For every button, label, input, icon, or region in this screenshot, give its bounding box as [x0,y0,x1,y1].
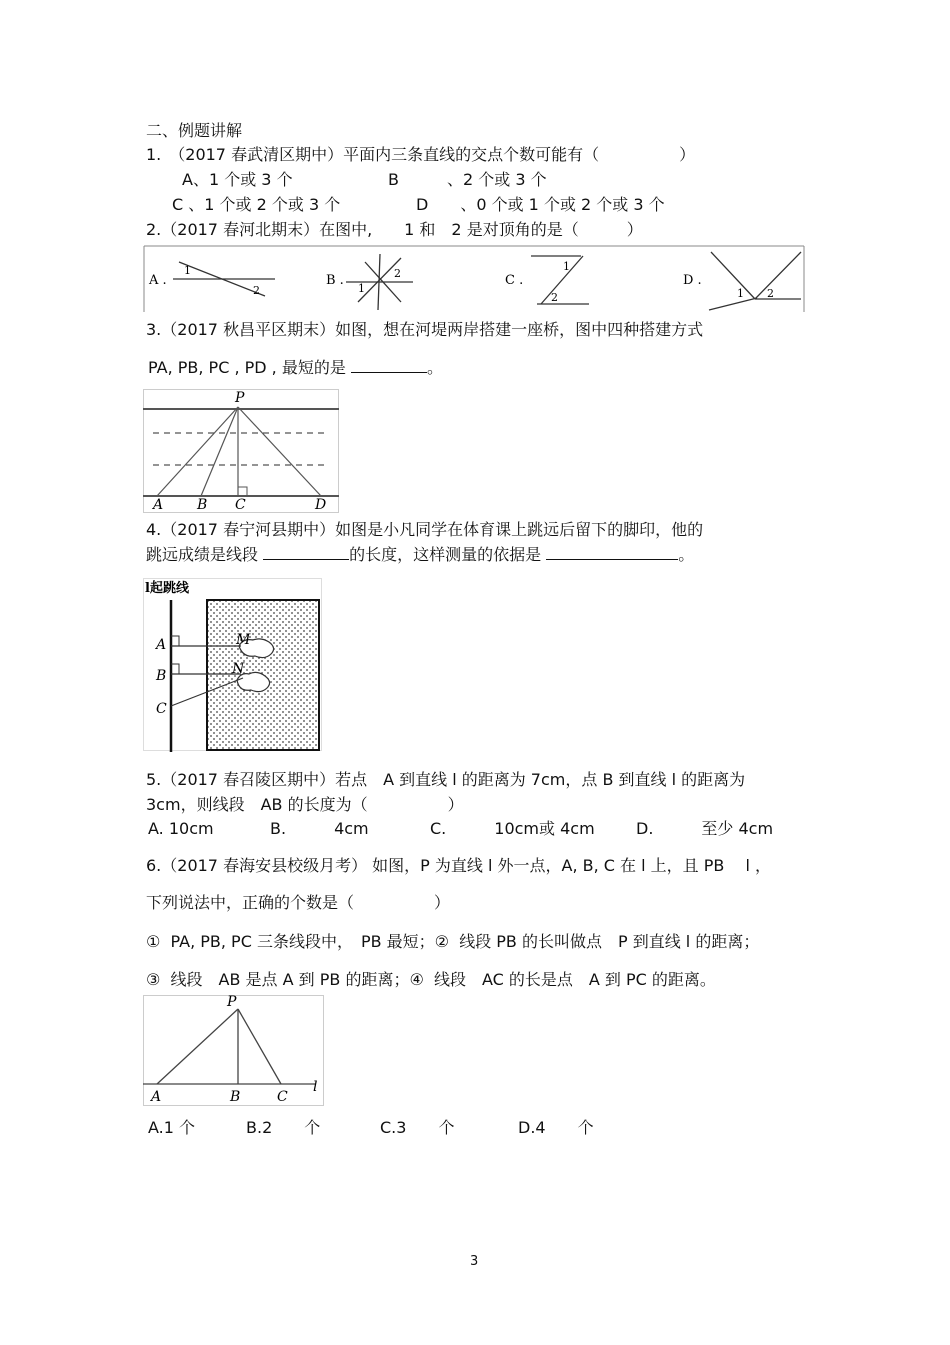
q6-option-d: D.4 个 [518,1118,594,1137]
q5-option-a: A. 10cm [148,819,214,838]
q5-line2: 3cm，则线段 AB 的长度为（ ） [146,795,464,814]
q3-label-d: D [315,497,327,513]
q3-label-p: P [235,390,245,406]
q2-label-d: D . [683,273,702,288]
q4-line2: 跳远成绩是线段 的长度，这样测量的依据是 。 [146,545,695,564]
q6-option-b: B.2 个 [246,1118,321,1137]
svg-text:1: 1 [737,287,744,300]
q3-label-c: C [235,497,246,513]
svg-text:1: 1 [358,282,365,295]
q4-takeoff-line-label: l起跳线 [145,581,189,596]
svg-text:2: 2 [551,291,558,304]
q6-label-b: B [230,1089,241,1105]
q6-line1: 6.（2017 春海安县校级月考） 如图，P 为直线 l 外一点，A, B, C 在 l 上，且 PB l ， [146,856,771,875]
q4-label-n: N [232,661,245,677]
q6-line4: ③ 线段 AB 是点 A 到 PB 的距离；④ 线段 AC 的长是点 A 到 PC 的距离。 [146,970,716,989]
q6-option-a: A.1 个 [148,1118,196,1137]
q3-stem: 3.（2017 秋昌平区期末）如图，想在河堤两岸搭建一座桥，图中四种搭建方式 [146,320,704,339]
q4-label-b: B [156,668,167,684]
q6-label-l: l [313,1079,318,1095]
svg-text:2: 2 [767,287,774,300]
q6-figure [143,995,325,1107]
q1-stem: 1. （2017 春武清区期中）平面内三条直线的交点个数可能有（ ） [146,145,696,164]
q3-line2: PA, PB, PC , PD , 最短的是 。 [148,358,443,377]
q5-option-c: C. 10cm或 4cm [430,819,595,838]
section-title: 二、例题讲解 [146,121,243,140]
svg-text:1: 1 [563,260,570,273]
q6-label-c: C [277,1089,288,1105]
svg-text:2: 2 [394,267,401,280]
q2-figure [143,244,805,314]
q2-label-c: C . [505,273,524,288]
svg-text:1: 1 [184,264,191,277]
q4-line1: 4.（2017 春宁河县期中）如图是小凡同学在体育课上跳远后留下的脚印，他的 [146,520,704,539]
q4-label-m: M [236,632,251,648]
q3-label-b: B [197,497,208,513]
q2-stem: 2.（2017 春河北期末）在图中, 1 和 2 是对顶角的是（ ） [146,220,643,239]
q5-option-b: B. 4cm [270,819,369,838]
q4-label-c: C [156,701,167,717]
page-number: 3 [470,1254,479,1269]
q3-answer-blank[interactable] [351,358,427,373]
svg-text:2: 2 [253,284,260,297]
q6-line3: ① PA, PB, PC 三条线段中， PB 最短；② 线段 PB 的长叫做点 P 到直线 l 的距离； [146,932,760,951]
q2-label-a: A . [149,273,167,288]
q4-blank-reason[interactable] [546,545,678,560]
q1-option-a: A、1 个或 3 个 [182,170,293,189]
q6-line2: 下列说法中，正确的个数是（ ） [146,893,451,912]
q5-line1: 5.（2017 春召陵区期中）若点 A 到直线 l 的距离为 7cm，点 B 到直线 l 的距离为 [146,770,746,789]
q1-option-d: D 、0 个或 1 个或 2 个或 3 个 [416,195,665,214]
q6-option-c: C.3 个 [380,1118,455,1137]
q3-label-a: A [153,497,164,513]
q4-label-a: A [156,637,167,653]
q5-option-d: D. 至少 4cm [636,819,774,838]
q4-blank-segment[interactable] [263,545,349,560]
q1-option-b: B 、2 个或 3 个 [388,170,547,189]
q1-option-c: C 、1 个或 2 个或 3 个 [172,195,341,214]
q3-figure [143,389,339,513]
q6-label-a: A [151,1089,162,1105]
q6-label-p: P [227,995,237,1010]
q2-label-b: B . [326,273,344,288]
q4-figure [143,578,323,752]
